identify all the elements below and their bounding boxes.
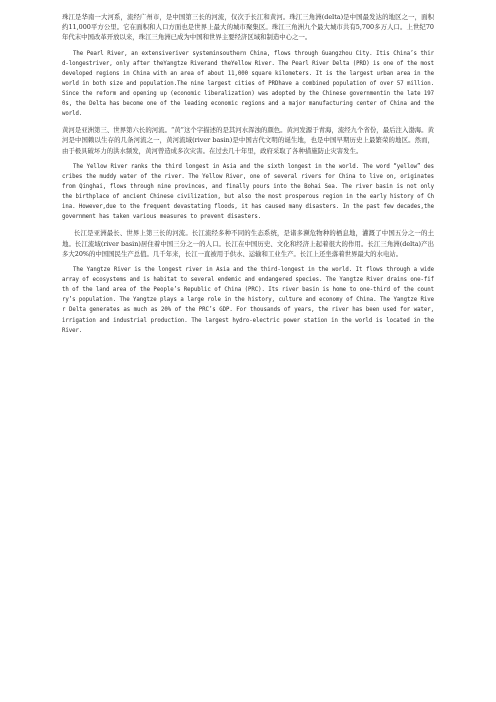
paragraph-yangtze-river-en: The Yangtze River is the longest river in Asia and the third-longest in the world. It flows through a wide array of ecosystems and is habitat to several endemic and endangered species. The Yangtze River drains one-fifth of the land area of the People’s Republic of China (PRC). Its river basin is home to one-third of the country’s population. The Yangtze plays a large role in the history, culture and economy of China. The Yangtze River Delta generates as much as 20% of the PRC’s GDP. For thousands of years, the river has been used for water, irrigation and industrial production. The largest hydro-electric power station in the world is located in the River. — [62, 267, 434, 334]
document-body — [62, 12, 434, 342]
paragraph-yangtze-river-zh: 长江是亚洲最长、世界上第三长的河流。长江流经多种不同的生态系统，是诸多濒危物种的栖息地，灌溉了中国五分之一的土地。长江流域(river basin)居住着中国三分之一的人口。长江在中国历史、文化和经济上起着很大的作用。长江三角洲(delta)产出多大20%的中国国民生产总值。几千年来，长江一直被用于供水、运输和工业生产。长江上还坐落着世界最大的水电站。 — [62, 229, 434, 258]
paragraph-pearl-river-en: The Pearl River, an extensiveriver systeminsouthern China, flows through Guangzhou City. Itis China’s third-longestriver, only after theYangtze Riverand theYellow River. The Pearl River Delta (PRD) is one of the most developed regions in China with an area of about 11,000 square kilometers. It is the largest urban area in the world in both size and population.The nine largest cities of PRDhave a combined population of over 57 million.Since the reform and opening up (economic liberalization) was adopted by the Chinese governmentin the late 1970s, the Delta has become one of the leading economic regions and a major manufacturing center of China and the world. — [62, 50, 434, 118]
paragraph-yellow-river-en: The Yellow River ranks the third longest in Asia and the sixth longest in the world. The word “yellow” describes the muddy water of the river. The Yellow River, one of several rivers for China to live on, originates from Qinghai, flows through nine provinces, and finally pours into the Bohai Sea. The river basin is not only the birthplace of ancient Chinese civilization, but also the most prosperous region in the early history of China. However,due to the frequent devastating floods, it has caused many disasters. In the past few decades,the government has taken various measures to prevent disasters. — [62, 163, 434, 221]
paragraph-yellow-river-zh: 黄河是亚洲第三、世界第六长的河流。“黄”这个字描述的是其河水浑浊的颜色。黄河发源于青海，流经九个省份，最后注入渤海。黄河是中国赖以生存的几条河流之一，黄河流域(river basin)是中国古代文明的诞生地，也是中国早期历史上最繁荣的地区。然而，由于极具破坏力的洪水频发，黄河曾造成多次灾害。在过去几十年里，政府采取了各种措施防止灾害发生。 — [62, 126, 434, 155]
paragraph-pearl-river-zh: 珠江是华南一大河系，流经广州市，是中国第三长的河流，仅次于长江和黄河。珠江三角洲(delta)是中国最发达的地区之一，面积约11,000平方公里。它在面积和人口方面也是世界上最大的城市聚集区。珠江三角洲九个最大城市共有5,700多万人口。上世纪70年代末中国改革开放以来，珠江三角洲已成为中国和世界主要经济区域和制造中心之一。 — [62, 13, 434, 42]
